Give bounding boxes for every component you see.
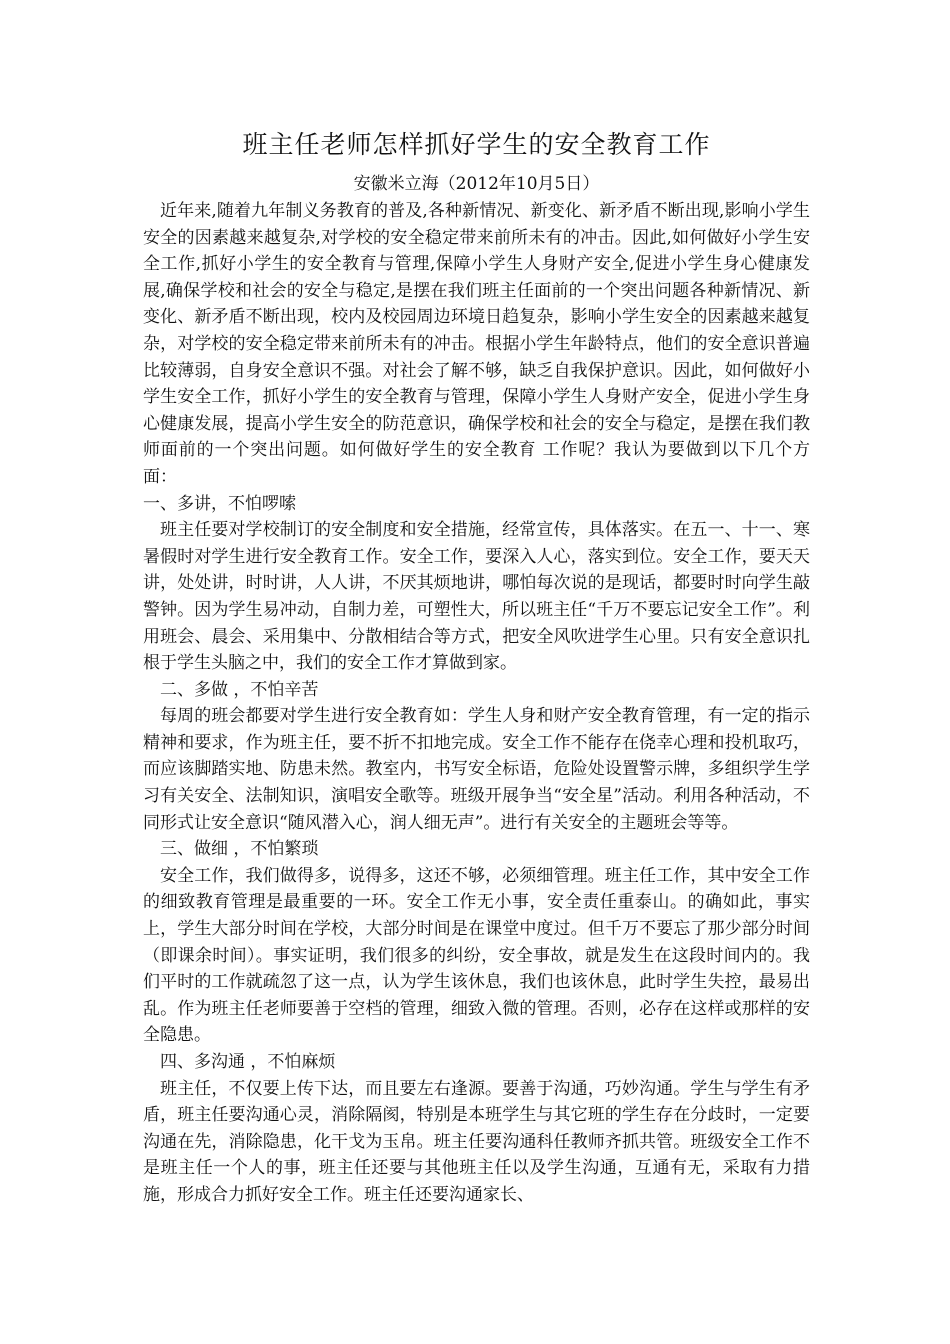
document-page [143,128,810,1209]
section-body-3: 安全工作，我们做得多，说得多，这还不够，必须细管理。班主任工作，其中安全工作的细致教育管理是最重要的一环。安全工作无小事，安全责任重泰山。的确如此，事实上，学生大部分时间在学校，大部分时间是在课堂中度过。但千万不要忘了那少部分时间（即课余时间）。事实证明，我们很多的纠纷，安全事故，就是发生在这段时间内的。我们平时的工作就疏忽了这一点，认为学生该休息，我们也该休息，此时学生失控，最易出乱。作为班主任老师要善于空档的管理，细致入微的管理。否则，必存在这样或那样的安全隐患。 [143,865,810,1046]
intro-paragraph: 近年来,随着九年制义务教育的普及,各种新情况、新变化、新矛盾不断出现,影响小学生安全的因素越来越复杂,对学校的安全稳定带来前所未有的冲击。因此,如何做好小学生安全工作,抓好小学生的安全教育与管理,保障小学生人身财产安全,促进小学生身心健康发展,确保学校和社会的安全与稳定,是摆在我们班主任面前的一个突出问题各种新情况、新变化、新矛盾不断出现，校内及校园周边环境日趋复杂，影响小学生安全的因素越来越复杂，对学校的安全稳定带来前所未有的冲击。根据小学生年龄特点，他们的安全意识普遍比较薄弱，自身安全意识不强。对社会了解不够，缺乏自我保护意识。因此，如何做好小学生安全工作，抓好小学生的安全教育与管理，保障小学生人身财产安全，促进小学生身心健康发展，提高小学生安全的防范意识，确保学校和社会的安全与稳定，是摆在我们教师面前的一个突出问题。如何做好学生的安全教育 工作呢？我认为要做到以下几个方面： [143,201,810,487]
section-body-2: 每周的班会都要对学生进行安全教育如：学生人身和财产安全教育管理，有一定的指示精神和要求，作为班主任，要不折不扣地完成。安全工作不能存在侥幸心理和投机取巧，而应该脚踏实地、防患未然。教室内，书写安全标语，危险处设置警示牌，多组织学生学习有关安全、法制知识，演唱安全歌等。班级开展争当“安全星”活动。利用各种活动，不同形式让安全意识“随风潜入心，润人细无声”。进行有关安全的主题班会等等。 [143,706,810,833]
section-heading-3: 三、做细 ，不怕繁琐 [160,839,319,860]
document-title: 班主任老师怎样抓好学生的安全教育工作 [242,130,711,159]
author-byline: 安徽米立海（2012年10月5日） [353,174,600,194]
section-heading-2: 二、多做 ，不怕辛苦 [160,679,319,700]
section-heading-1: 一、多讲，不怕啰嗦 [143,493,296,514]
section-body-1: 班主任要对学校制订的安全制度和安全措施，经常宣传，具体落实。在五一、十一、寒暑假时对学生进行安全教育工作。安全工作，要深入人心，落实到位。安全工作，要天天讲，处处讲，时时讲，人人讲，不厌其烦地讲，哪怕每次说的是现话，都要时时向学生敲警钟。因为学生易冲动，自制力差，可塑性大，所以班主任“千万不要忘记安全工作”。利用班会、晨会、采用集中、分散相结合等方式，把安全风吹进学生心里。只有安全意识扎根于学生头脑之中，我们的安全工作才算做到家。 [143,520,810,674]
section-heading-4: 四、多沟通 ，不怕麻烦 [160,1052,336,1072]
section-body-4: 班主任，不仅要上传下达，而且要左右逢源。要善于沟通，巧妙沟通。学生与学生有矛盾，班主任要沟通心灵，消除隔阂，特别是本班学生与其它班的学生存在分歧时，一定要沟通在先，消除隐患，化干戈为玉帛。班主任要沟通科任教师齐抓共管。班级安全工作不是班主任一个人的事，班主任还要与其他班主任以及学生沟通，互通有无，采取有力措施，形成合力抓好安全工作。班主任还要沟通家长、 [143,1078,810,1205]
